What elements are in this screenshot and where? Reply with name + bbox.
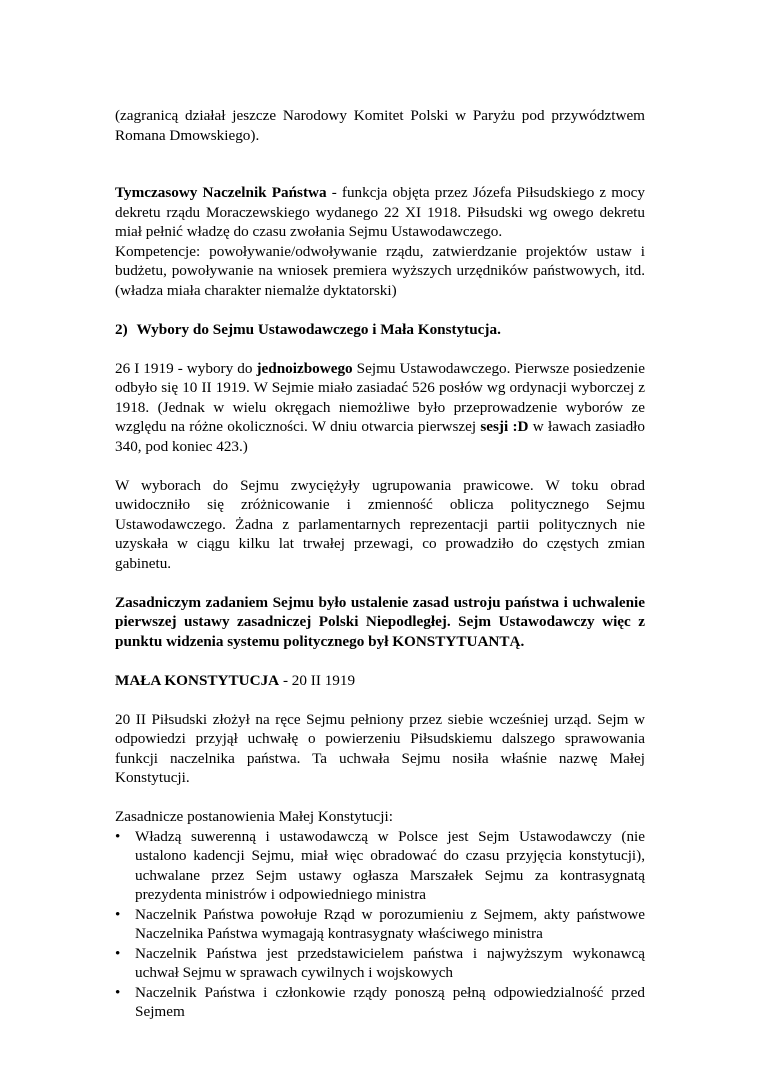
elections-text-3: w ławach zasiadło 340, pod koniec 423.) xyxy=(115,418,645,455)
mala-date: - 20 II 1919 xyxy=(279,671,356,689)
paragraph-elections xyxy=(115,359,645,457)
list-item-text: Naczelnik Państwa i członkowie rządy ponoszą pełną odpowiedzialność przed Sejmem xyxy=(135,983,645,1020)
list-item xyxy=(115,905,645,944)
elections-text-2: Sejmu Ustawodawczego. Pierwsze posiedzenie odbyło się 10 II 1919. W Sejmie miało zasiadać 526 posłów wg ordynacji wyborczej z 1918. (Jednak w wielu okręgach niemożliwe było przeprowadzenie wyborów ze względu na różne okoliczności. W dniu otwarcia pierwszej xyxy=(115,359,645,435)
term-naczelnik: Tymczasowy Naczelnik Państwa xyxy=(115,184,327,201)
principles-intro: Zasadnicze postanowienia Małej Konstytucji: xyxy=(115,808,393,825)
elections-bold-unicameral: jednoizbowego xyxy=(256,359,353,377)
document-page xyxy=(115,106,645,1022)
bullet-icon: • xyxy=(115,944,121,962)
principles-list xyxy=(115,827,645,1022)
elections-bold-session: sesji :D xyxy=(480,418,529,435)
bullet-icon: • xyxy=(115,983,121,1001)
paragraph-naczelnik xyxy=(115,183,645,300)
paragraph-feb20: 20 II Piłsudski złożył na ręce Sejmu pełniony przez siebie wcześniej urząd. Sejm w odpowiedzi przyjął uchwałę o powierzeniu Piłsudskiemu dalszego sprawowania funkcji naczelnika państwa. Ta uchwała Sejmu nosiła właśnie nazwę Małej Konstytucji. xyxy=(115,710,645,786)
section-number: 2) xyxy=(115,320,128,338)
naczelnik-competences: Kompetencje: powoływanie/odwoływanie rządu, zatwierdzanie projektów ustaw i budżetu, powoływanie na wniosek premiera wyższych urzędników państwowych, itd. (władza miała charakter niemalże dyktatorski) xyxy=(115,242,645,299)
naczelnik-definition: - funkcja objęta przez Józefa Piłsudskiego z mocy dekretu rządu Moraczewskiego wydanego 22 XI 1918. Piłsudski wg owego dekretu miał pełnić władzę do czasu zwołania Sejmu Ustawodawczego. xyxy=(115,184,646,240)
list-item-text: Władzą suwerenną i ustawodawczą w Polsce jest Sejm Ustawodawczy (nie ustalono kadencji Sejmu, miał więc obradować do czasu przyjęcia konstytucji), uchwalane przez Sejm ustawy ogłasza Marszałek Sejmu za kontrasygnatą prezydenta ministrów i odpowiedniego ministra xyxy=(135,827,645,903)
paragraph-paris-committee: (zagranicą działał jeszcze Narodowy Komitet Polski w Paryżu pod przywództwem Romana Dmowskiego). xyxy=(115,107,645,144)
mala-title: MAŁA KONSTYTUCJA xyxy=(115,671,280,689)
list-item xyxy=(115,944,645,983)
list-item-text: Naczelnik Państwa jest przedstawicielem państwa i najwyższym wykonawcą uchwał Sejmu w sprawach cywilnych i wojskowych xyxy=(135,944,645,981)
section-title: Wybory do Sejmu Ustawodawczego i Mała Konstytucja. xyxy=(136,320,501,338)
heading-mala-konstytucja xyxy=(115,671,645,691)
paragraph-right-wing: W wyborach do Sejmu zwyciężyły ugrupowania prawicowe. W toku obrad uwidoczniło się zróżnicowanie i zmienność oblicza politycznego Sejmu Ustawodawczego. Żadna z parlamentarnych reprezentacji partii politycznych nie uzyskała w ciągu kilku lat trwałej przewagi, co prowadziło do częstych zmian gabinetu. xyxy=(115,476,645,572)
list-item-text: Naczelnik Państwa powołuje Rząd w porozumieniu z Sejmem, akty państwowe Naczelnika Państwa wymagają kontrasygnaty właściwego ministra xyxy=(135,905,645,942)
bullet-icon: • xyxy=(115,827,121,845)
list-item xyxy=(115,827,645,905)
paragraph-main-task: Zasadniczym zadaniem Sejmu było ustalenie zasad ustroju państwa i uchwalenie pierwszej ustawy zasadniczej Polski Niepodległej. Sejm Ustawodawczy więc z punktu widzenia systemu politycznego był KONSTYTUANTĄ. xyxy=(115,593,645,650)
bullet-icon: • xyxy=(115,905,121,923)
section-heading-elections xyxy=(115,320,645,340)
elections-text-1: 26 I 1919 - wybory do xyxy=(115,359,257,377)
list-item xyxy=(115,983,645,1022)
